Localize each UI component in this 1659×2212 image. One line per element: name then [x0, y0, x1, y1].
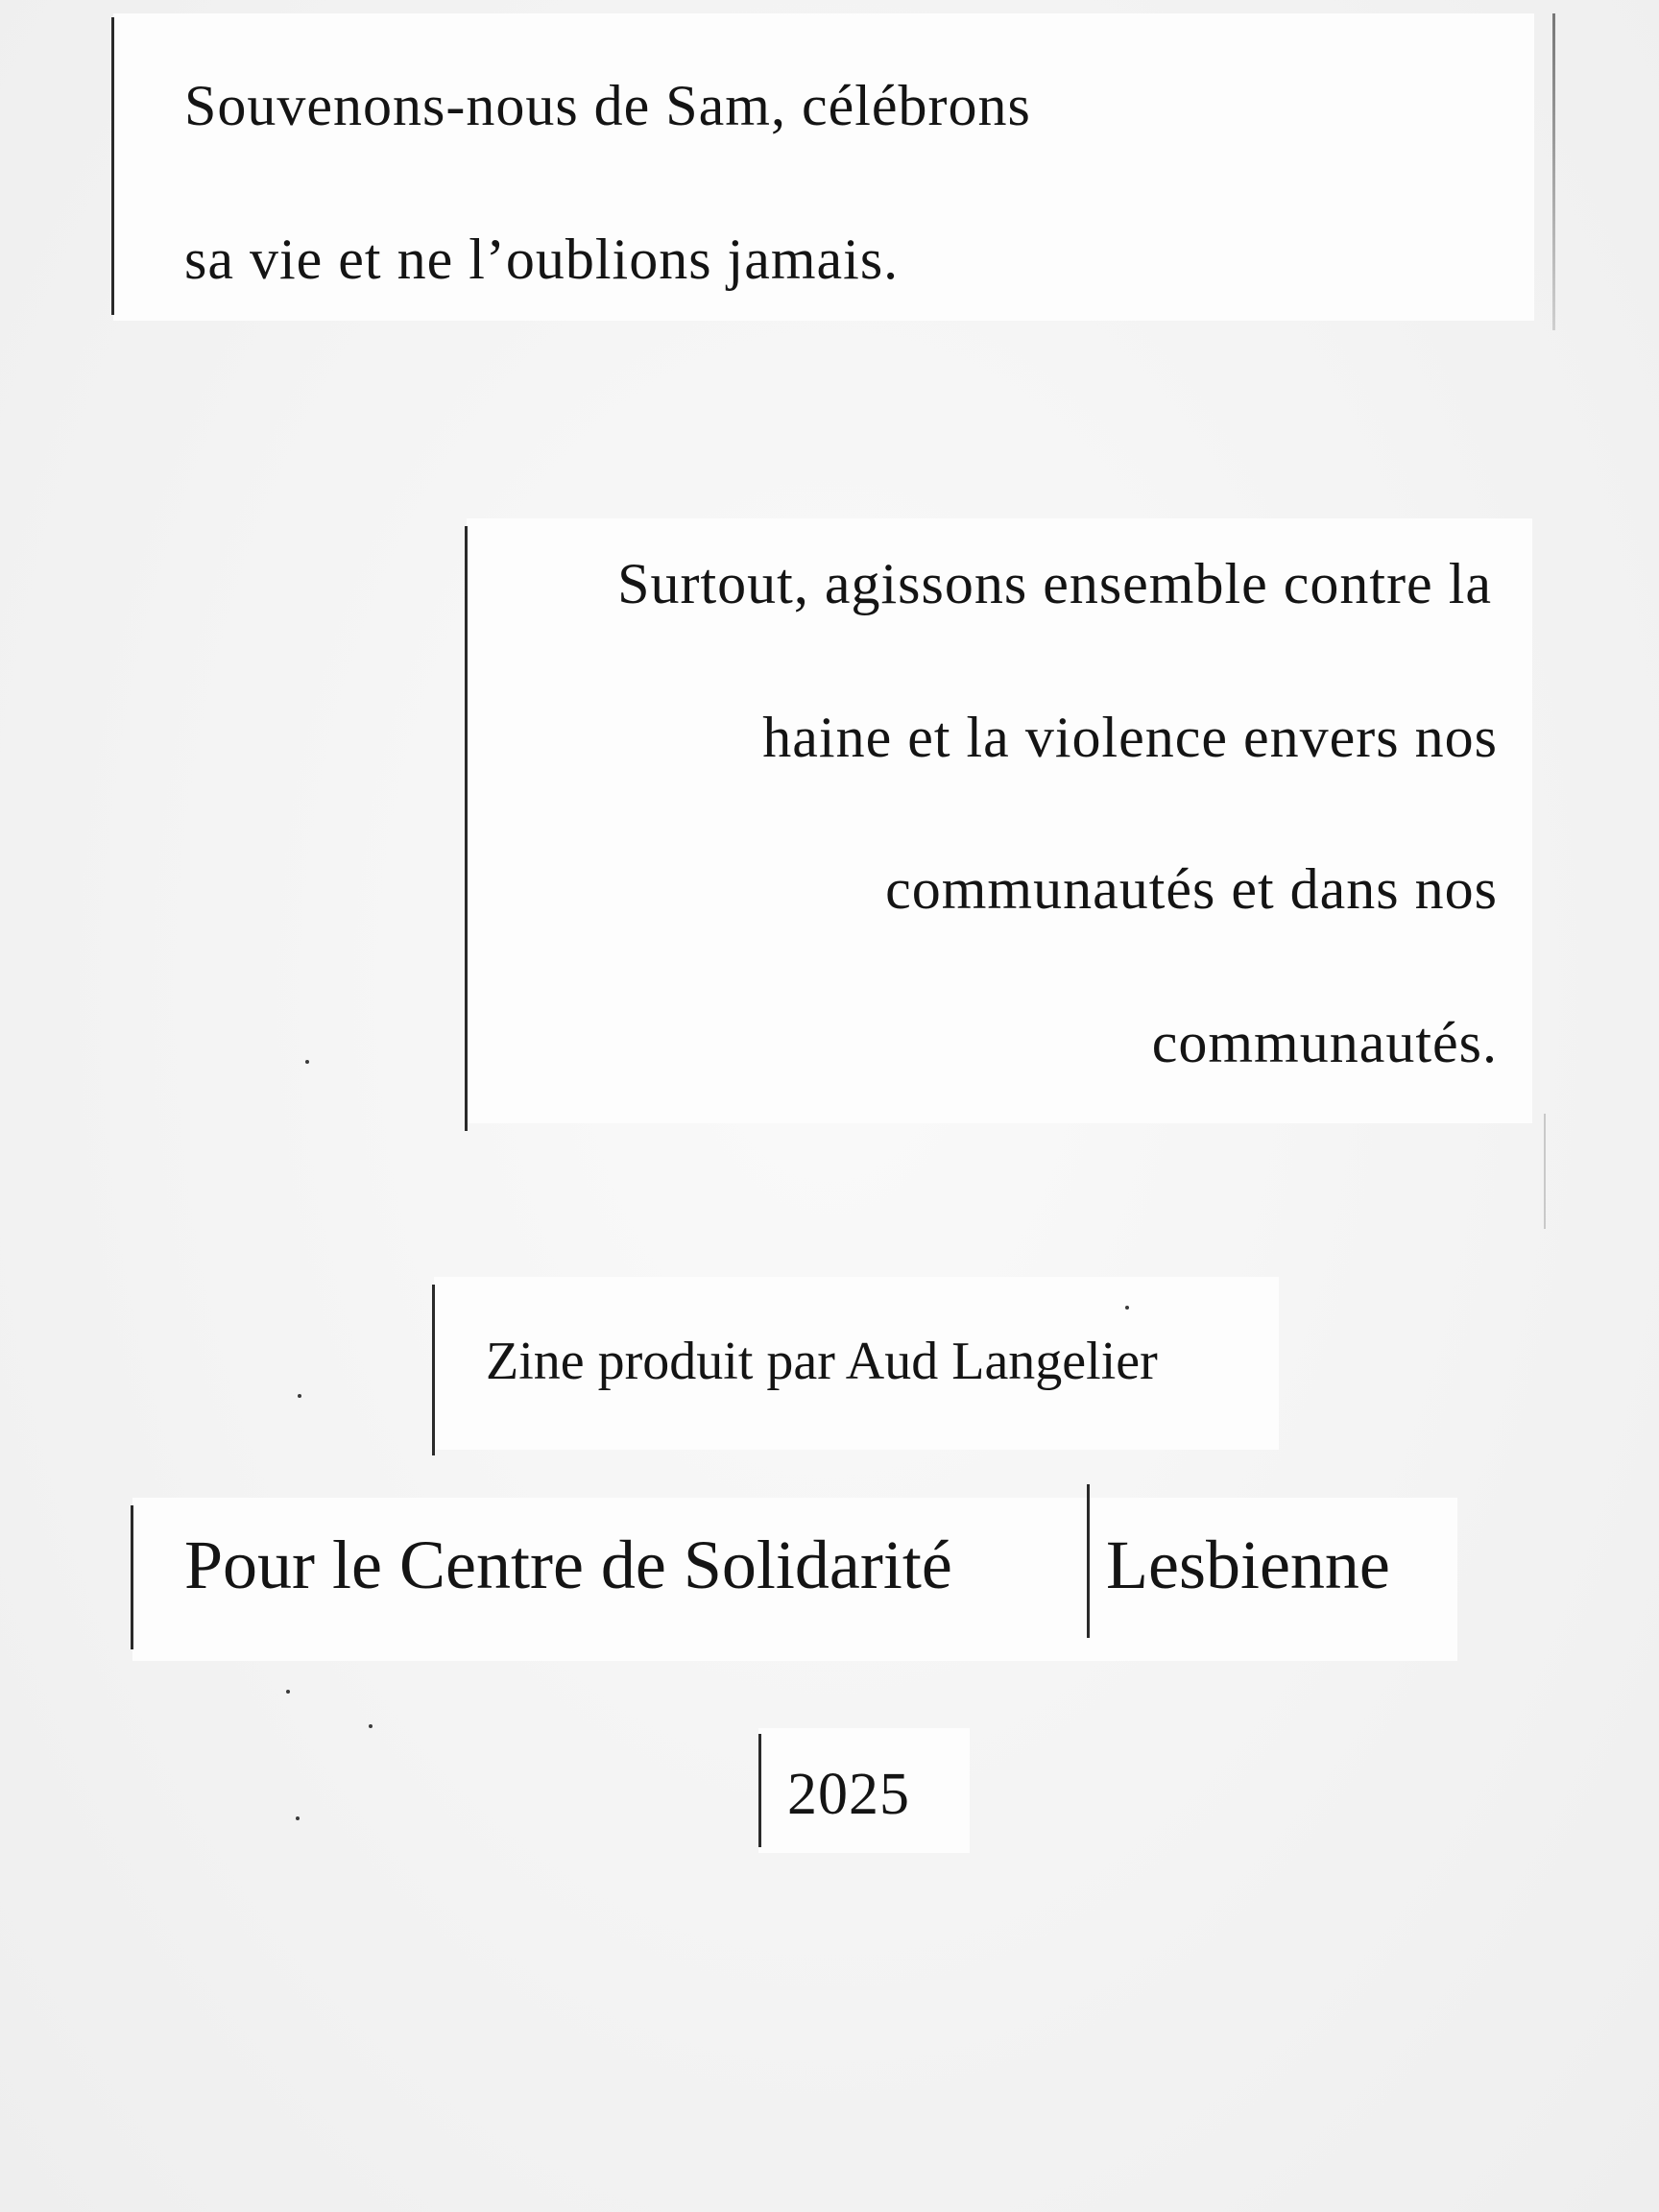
- act-line-1: Surtout, agissons ensemble contre la: [617, 552, 1492, 615]
- act-line-4: communautés.: [1151, 1011, 1498, 1074]
- speck: [305, 1060, 309, 1064]
- credit-text: Zine produit par Aud Langelier: [486, 1332, 1158, 1391]
- cut-edge-org-left: [131, 1505, 133, 1649]
- act-line-3: communautés et dans nos: [885, 857, 1498, 921]
- cut-edge-org-middle: [1087, 1484, 1090, 1638]
- act-line-2: haine et la violence envers nos: [762, 706, 1498, 769]
- speck: [369, 1724, 373, 1728]
- org-part-2: Lesbienne: [1106, 1527, 1390, 1603]
- remember-line-1: Souvenons-nous de Sam, célébrons: [184, 74, 1031, 137]
- paper-edge-right: [1552, 13, 1555, 330]
- speck: [1125, 1306, 1129, 1310]
- cut-edge-year: [758, 1734, 761, 1847]
- speck: [286, 1690, 290, 1694]
- org-part-1: Pour le Centre de Solidarité: [184, 1527, 952, 1603]
- remember-line-2: sa vie et ne l’oublions jamais.: [184, 228, 900, 291]
- speck: [298, 1394, 301, 1398]
- paper-edge-right-low: [1544, 1114, 1546, 1229]
- cut-edge-act: [465, 526, 468, 1131]
- cut-edge-credit: [432, 1285, 435, 1455]
- cut-edge-remember: [111, 17, 114, 315]
- year-text: 2025: [787, 1762, 910, 1827]
- speck: [296, 1816, 300, 1820]
